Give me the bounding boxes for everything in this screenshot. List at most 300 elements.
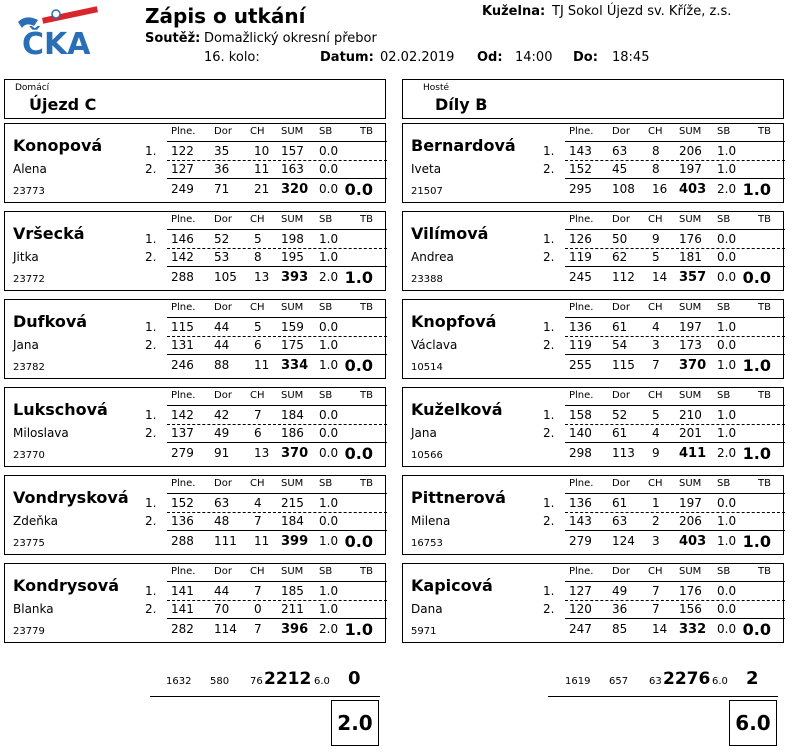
score-cell: 44 (214, 320, 230, 334)
total-cell: 282 (171, 622, 194, 636)
column-header: TB (360, 566, 373, 577)
away-total-line (548, 696, 778, 697)
header-divider (565, 229, 785, 230)
column-header: Plne. (569, 126, 594, 137)
total-divider (565, 266, 785, 267)
home-score-box: 2.0 (331, 700, 379, 746)
total-cell: 1.0 (717, 358, 737, 372)
total-cell: 295 (569, 182, 592, 196)
total-cell: 3 (652, 534, 660, 548)
column-header: SUM (679, 214, 702, 225)
player-tb-points: 1.0 (344, 268, 373, 287)
column-header: Dor (214, 478, 232, 489)
total-divider (565, 618, 785, 619)
alley-label: Kuželna: (482, 4, 546, 19)
row-divider (167, 600, 387, 601)
total-cell: 279 (569, 534, 592, 548)
header-divider (167, 493, 387, 494)
total-cell: 124 (612, 534, 635, 548)
score-cell: 131 (171, 338, 194, 352)
column-header: CH (648, 566, 663, 577)
column-header: SB (319, 566, 333, 577)
score-cell: 53 (214, 250, 230, 264)
row-divider (565, 160, 785, 161)
player-tb-points: 0.0 (344, 356, 373, 375)
home-total-plne: 1632 (166, 676, 192, 687)
score-cell: 137 (171, 426, 194, 440)
score-cell: 197 (679, 320, 702, 334)
score-cell: 4 (652, 426, 660, 440)
column-header: SUM (679, 302, 702, 313)
score-cell: 184 (281, 514, 304, 528)
row-number: 1. (543, 408, 555, 422)
home-team-name: Újezd C (29, 95, 97, 114)
total-cell: 2.0 (319, 622, 339, 636)
player-registration: 23770 (13, 450, 45, 461)
score-cell: 1.0 (717, 514, 737, 528)
score-cell: 42 (214, 408, 230, 422)
home-total-points: 0 (348, 668, 361, 689)
column-header: Dor (612, 214, 630, 225)
score-cell: 136 (569, 320, 592, 334)
home-total-sb: 6.0 (314, 676, 330, 687)
row-number: 2. (543, 426, 555, 440)
header-divider (167, 405, 387, 406)
score-cell: 152 (171, 496, 194, 510)
total-cell: 14 (652, 622, 668, 636)
score-cell: 0.0 (717, 232, 737, 246)
score-cell: 7 (652, 584, 660, 598)
column-header: SUM (281, 214, 304, 225)
player-firstname: Blanka (13, 602, 54, 616)
column-header: SUM (679, 478, 702, 489)
column-header: CH (648, 478, 663, 489)
score-cell: 0.0 (717, 584, 737, 598)
player-registration: 23772 (13, 274, 45, 285)
player-firstname: Alena (13, 162, 47, 176)
score-cell: 5 (254, 232, 262, 246)
score-cell: 1.0 (319, 584, 339, 598)
player-surname: Bernardová (411, 136, 516, 155)
total-cell: 370 (281, 446, 309, 461)
total-cell: 111 (214, 534, 237, 548)
score-cell: 44 (214, 584, 230, 598)
column-header: SUM (281, 390, 304, 401)
score-cell: 49 (214, 426, 230, 440)
column-header: Dor (612, 390, 630, 401)
total-cell: 396 (281, 622, 309, 637)
score-cell: 142 (171, 250, 194, 264)
row-number: 1. (145, 320, 157, 334)
score-cell: 49 (612, 584, 628, 598)
player-surname: Vilímová (411, 224, 489, 243)
column-header: CH (250, 126, 265, 137)
player-firstname: Iveta (411, 162, 442, 176)
score-cell: 35 (214, 144, 230, 158)
score-cell: 4 (652, 320, 660, 334)
player-tb-points: 0.0 (344, 180, 373, 199)
total-divider (167, 354, 387, 355)
score-cell: 0.0 (319, 408, 339, 422)
total-divider (565, 442, 785, 443)
column-header: TB (758, 478, 771, 489)
away-score-box: 6.0 (729, 700, 777, 746)
total-cell: 85 (612, 622, 628, 636)
column-header: Plne. (171, 478, 196, 489)
total-cell: 247 (569, 622, 592, 636)
total-cell: 298 (569, 446, 592, 460)
total-cell: 21 (254, 182, 270, 196)
score-cell: 0.0 (319, 426, 339, 440)
score-cell: 206 (679, 144, 702, 158)
from-value: 14:00 (515, 50, 553, 65)
column-header: TB (360, 126, 373, 137)
column-header: TB (758, 390, 771, 401)
column-header: SUM (679, 390, 702, 401)
score-cell: 122 (171, 144, 194, 158)
score-cell: 61 (612, 426, 628, 440)
row-number: 2. (145, 250, 157, 264)
score-cell: 163 (281, 162, 304, 176)
header-divider (565, 405, 785, 406)
total-cell: 393 (281, 270, 309, 285)
player-tb-points: 0.0 (344, 444, 373, 463)
score-cell: 185 (281, 584, 304, 598)
score-cell: 146 (171, 232, 194, 246)
score-cell: 141 (171, 584, 194, 598)
score-cell: 181 (679, 250, 702, 264)
row-number: 2. (543, 162, 555, 176)
home-total-ch: 76 (250, 676, 263, 687)
score-cell: 36 (612, 602, 628, 616)
score-cell: 1.0 (319, 602, 339, 616)
score-cell: 62 (612, 250, 628, 264)
header-divider (565, 317, 785, 318)
player-surname: Vondrysková (13, 488, 129, 507)
row-number: 2. (145, 338, 157, 352)
score-cell: 156 (679, 602, 702, 616)
total-cell: 0.0 (717, 270, 737, 284)
player-tb-points: 1.0 (742, 444, 771, 463)
row-number: 1. (543, 232, 555, 246)
row-divider (167, 248, 387, 249)
score-cell: 136 (171, 514, 194, 528)
score-cell: 7 (254, 408, 262, 422)
player-surname: Lukschová (13, 400, 108, 419)
column-header: TB (758, 214, 771, 225)
column-header: CH (250, 478, 265, 489)
from-label: Od: (477, 50, 503, 65)
score-cell: 176 (679, 584, 702, 598)
player-firstname: Jana (13, 338, 39, 352)
column-header: TB (758, 126, 771, 137)
score-cell: 36 (214, 162, 230, 176)
total-cell: 9 (652, 446, 660, 460)
score-cell: 119 (569, 338, 592, 352)
score-cell: 5 (652, 250, 660, 264)
column-header: Plne. (569, 214, 594, 225)
score-cell: 1.0 (319, 496, 339, 510)
total-cell: 71 (214, 182, 230, 196)
row-number: 2. (543, 602, 555, 616)
score-cell: 10 (254, 144, 270, 158)
header-divider (167, 141, 387, 142)
row-number: 1. (543, 320, 555, 334)
row-divider (565, 248, 785, 249)
total-cell: 2.0 (717, 182, 737, 196)
total-cell: 320 (281, 182, 309, 197)
player-tb-points: 1.0 (742, 180, 771, 199)
score-cell: 1.0 (717, 408, 737, 422)
round-label: 16. kolo: (204, 50, 260, 65)
away-player-card (402, 387, 784, 467)
score-cell: 158 (569, 408, 592, 422)
away-total-sb: 6.0 (712, 676, 728, 687)
column-header: TB (758, 566, 771, 577)
column-header: Dor (612, 566, 630, 577)
total-cell: 0.0 (319, 182, 339, 196)
score-cell: 44 (214, 338, 230, 352)
score-cell: 1.0 (717, 162, 737, 176)
to-label: Do: (573, 50, 598, 65)
player-surname: Kondrysová (13, 576, 120, 595)
column-header: SB (717, 126, 731, 137)
competition-value: Domažlický okresní přebor (204, 31, 377, 46)
total-cell: 245 (569, 270, 592, 284)
score-cell: 210 (679, 408, 702, 422)
total-cell: 255 (569, 358, 592, 372)
away-total-points: 2 (746, 668, 759, 689)
column-header: SB (319, 302, 333, 313)
column-header: SB (717, 390, 731, 401)
column-header: TB (360, 390, 373, 401)
total-cell: 1.0 (717, 534, 737, 548)
competition-label: Soutěž: (145, 31, 201, 46)
total-cell: 115 (612, 358, 635, 372)
total-cell: 14 (652, 270, 668, 284)
score-cell: 1.0 (319, 250, 339, 264)
player-tb-points: 0.0 (344, 532, 373, 551)
total-cell: 7 (652, 358, 660, 372)
score-cell: 142 (171, 408, 194, 422)
total-divider (167, 266, 387, 267)
alley-value: TJ Sokol Újezd sv. Kříže, z.s. (552, 4, 732, 19)
score-cell: 197 (679, 496, 702, 510)
score-cell: 0.0 (717, 250, 737, 264)
player-registration: 23773 (13, 186, 45, 197)
player-firstname: Milena (411, 514, 451, 528)
total-cell: 370 (679, 358, 707, 373)
score-cell: 157 (281, 144, 304, 158)
score-cell: 70 (214, 602, 230, 616)
score-cell: 0.0 (717, 338, 737, 352)
total-cell: 113 (612, 446, 635, 460)
column-header: SB (319, 478, 333, 489)
player-registration: 23779 (13, 626, 45, 637)
header-divider (565, 141, 785, 142)
column-header: Plne. (171, 390, 196, 401)
column-header: CH (648, 302, 663, 313)
total-divider (565, 178, 785, 179)
row-number: 1. (543, 584, 555, 598)
away-total-sum: 2276 (663, 669, 711, 689)
total-cell: 0.0 (319, 446, 339, 460)
total-divider (167, 178, 387, 179)
score-cell: 195 (281, 250, 304, 264)
column-header: CH (250, 390, 265, 401)
player-registration: 21507 (411, 186, 443, 197)
row-number: 1. (543, 144, 555, 158)
total-cell: 1.0 (319, 358, 339, 372)
away-side-label: Hosté (423, 83, 450, 93)
date-label: Datum: (320, 50, 374, 65)
column-header: TB (758, 302, 771, 313)
row-divider (565, 600, 785, 601)
cka-logo-icon (12, 4, 100, 60)
player-surname: Vršecká (13, 224, 85, 243)
column-header: SUM (679, 566, 702, 577)
total-cell: 0.0 (717, 622, 737, 636)
row-number: 1. (145, 144, 157, 158)
document-title: Zápis o utkání (145, 4, 306, 28)
player-firstname: Zdeňka (13, 514, 58, 528)
away-player-card (402, 211, 784, 291)
player-registration: 10514 (411, 362, 443, 373)
total-divider (565, 530, 785, 531)
row-divider (167, 424, 387, 425)
total-cell: 334 (281, 358, 309, 373)
row-number: 2. (145, 514, 157, 528)
player-registration: 23782 (13, 362, 45, 373)
row-number: 1. (145, 584, 157, 598)
total-divider (565, 354, 785, 355)
score-cell: 127 (171, 162, 194, 176)
total-cell: 16 (652, 182, 668, 196)
column-header: SB (319, 214, 333, 225)
column-header: CH (648, 390, 663, 401)
row-number: 2. (543, 250, 555, 264)
column-header: Dor (612, 302, 630, 313)
home-total-line (150, 696, 380, 697)
row-number: 2. (543, 514, 555, 528)
player-registration: 23388 (411, 274, 443, 285)
total-cell: 105 (214, 270, 237, 284)
player-tb-points: 0.0 (742, 620, 771, 639)
score-cell: 63 (214, 496, 230, 510)
column-header: SUM (281, 302, 304, 313)
column-header: Plne. (171, 214, 196, 225)
score-cell: 141 (171, 602, 194, 616)
score-cell: 6 (254, 426, 262, 440)
column-header: Plne. (171, 126, 196, 137)
total-cell: 2.0 (319, 270, 339, 284)
player-firstname: Dana (411, 602, 443, 616)
column-header: SUM (679, 126, 702, 137)
score-cell: 159 (281, 320, 304, 334)
away-player-card (402, 563, 784, 643)
header-divider (565, 581, 785, 582)
column-header: Plne. (171, 566, 196, 577)
away-total-plne: 1619 (565, 676, 591, 687)
score-cell: 4 (254, 496, 262, 510)
total-cell: 288 (171, 270, 194, 284)
column-header: Dor (214, 566, 232, 577)
score-cell: 2 (652, 514, 660, 528)
score-cell: 1.0 (717, 144, 737, 158)
score-cell: 143 (569, 144, 592, 158)
score-cell: 5 (254, 320, 262, 334)
total-cell: 112 (612, 270, 635, 284)
home-player-card (4, 211, 386, 291)
player-registration: 16753 (411, 538, 443, 549)
column-header: Plne. (569, 566, 594, 577)
column-header: Dor (214, 214, 232, 225)
score-cell: 3 (652, 338, 660, 352)
player-surname: Knopfová (411, 312, 497, 331)
column-header: CH (648, 214, 663, 225)
row-number: 2. (145, 426, 157, 440)
score-cell: 1.0 (319, 338, 339, 352)
score-cell: 119 (569, 250, 592, 264)
column-header: CH (250, 214, 265, 225)
score-cell: 45 (612, 162, 628, 176)
row-number: 2. (145, 162, 157, 176)
header-divider (167, 317, 387, 318)
column-header: Plne. (569, 478, 594, 489)
column-header: SUM (281, 566, 304, 577)
score-cell: 120 (569, 602, 592, 616)
date-value: 02.02.2019 (380, 50, 455, 65)
player-tb-points: 0.0 (742, 268, 771, 287)
column-header: Dor (612, 126, 630, 137)
row-number: 1. (543, 496, 555, 510)
score-cell: 54 (612, 338, 628, 352)
score-cell: 48 (214, 514, 230, 528)
score-cell: 9 (652, 232, 660, 246)
column-header: SUM (281, 478, 304, 489)
column-header: Dor (214, 390, 232, 401)
player-registration: 10566 (411, 450, 443, 461)
column-header: CH (250, 302, 265, 313)
away-team-box (402, 79, 784, 119)
row-number: 1. (145, 496, 157, 510)
player-surname: Konopová (13, 136, 103, 155)
column-header: Dor (214, 126, 232, 137)
score-cell: 8 (254, 250, 262, 264)
home-player-card (4, 563, 386, 643)
score-cell: 136 (569, 496, 592, 510)
player-firstname: Miloslava (13, 426, 69, 440)
total-cell: 1.0 (319, 534, 339, 548)
player-surname: Kapicová (411, 576, 493, 595)
score-cell: 126 (569, 232, 592, 246)
home-player-card (4, 387, 386, 467)
total-cell: 411 (679, 446, 707, 461)
row-divider (167, 160, 387, 161)
total-divider (167, 530, 387, 531)
column-header: Plne. (569, 390, 594, 401)
column-header: SB (717, 566, 731, 577)
svg-text:ČKA: ČKA (22, 27, 91, 60)
home-total-dor: 580 (210, 676, 230, 687)
home-team-box (4, 79, 386, 119)
score-cell: 11 (254, 162, 270, 176)
total-cell: 249 (171, 182, 194, 196)
score-cell: 0 (254, 602, 262, 616)
player-firstname: Václava (411, 338, 458, 352)
score-cell: 6 (254, 338, 262, 352)
row-divider (167, 336, 387, 337)
